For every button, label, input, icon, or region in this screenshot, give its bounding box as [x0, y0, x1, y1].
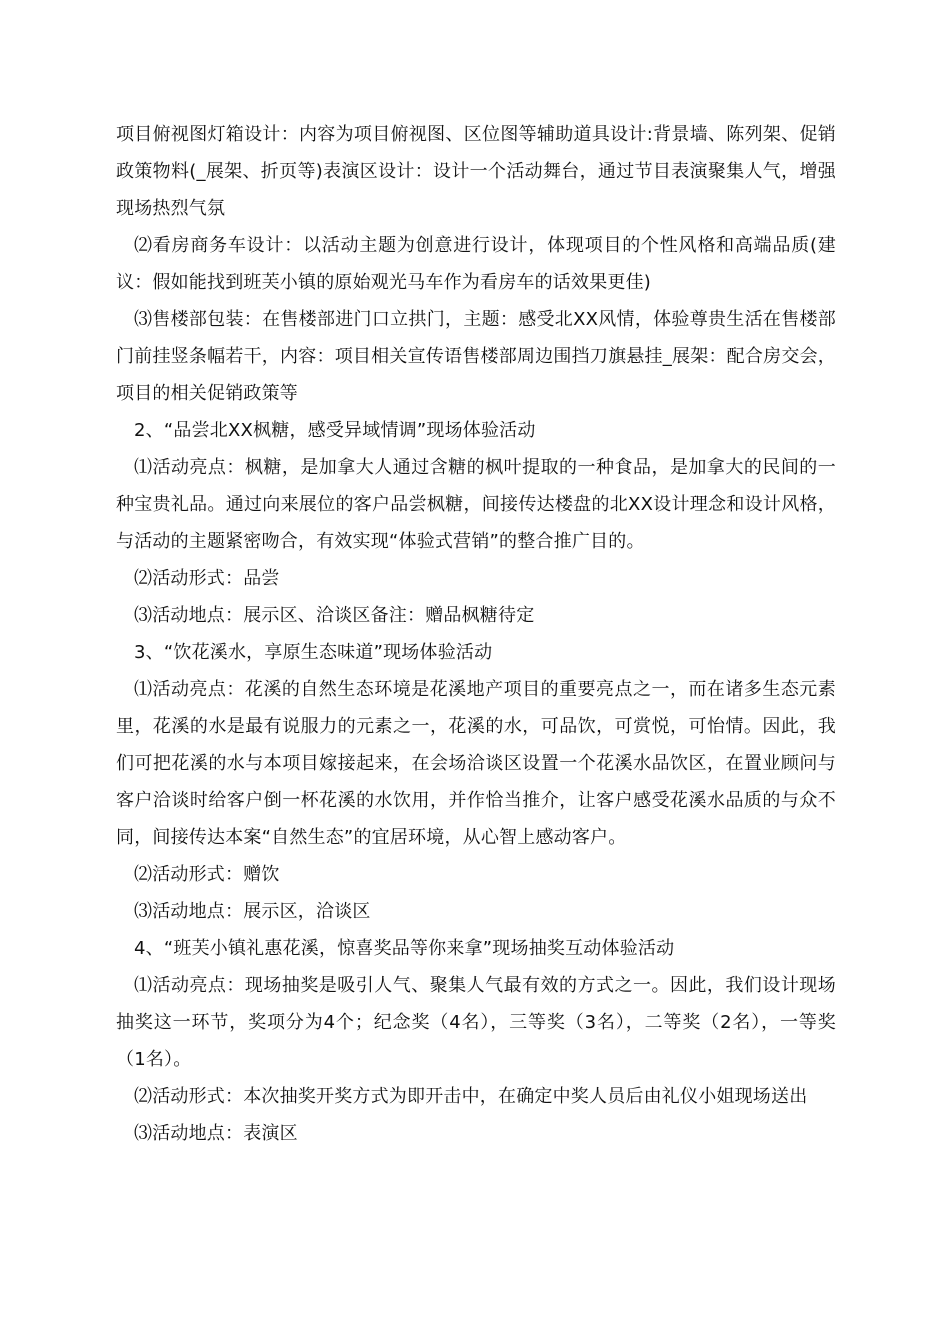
- section-heading-lottery: 4、“班芙小镇礼惠花溪，惊喜奖品等你来拿”现场抽奖互动体验活动: [134, 938, 675, 959]
- paragraph-lottery-form: ⑵活动形式：本次抽奖开奖方式为即开击中，在确定中奖人员后由礼仪小姐现场送出: [134, 1086, 808, 1107]
- section-heading-huaxi-water: 3、“饮花溪水，享原生态味道”现场体验活动: [134, 642, 493, 663]
- paragraph-maple-location: ⑶活动地点：展示区、洽谈区备注：赠品枫糖待定: [134, 605, 535, 626]
- paragraph-shuttle-car-design: ⑵看房商务车设计：以活动主题为创意进行设计，体现项目的个性风格和高端品质(建议：假如能找到班芙小镇的原始观光马车作为看房车的话效果更佳): [116, 235, 836, 293]
- paragraph-maple-form: ⑵活动形式：品尝: [134, 568, 280, 589]
- paragraph-lightbox-design: 项目俯视图灯箱设计：内容为项目俯视图、区位图等辅助道具设计:背景墙、陈列架、促销政策物料(_展架、折页等)表演区设计：设计一个活动舞台，通过节目表演聚集人气，增强现场热烈气氛: [116, 124, 836, 219]
- paragraph-lottery-highlight: ⑴活动亮点：现场抽奖是吸引人气、聚集人气最有效的方式之一。因此，我们设计现场抽奖这一环节，奖项分为4个；纪念奖（4名），三等奖（3名），二等奖（2名），一等奖（1名）。: [116, 975, 836, 1070]
- document-body: [116, 116, 836, 1152]
- paragraph-lottery-location: ⑶活动地点：表演区: [134, 1123, 298, 1144]
- paragraph-water-highlight: ⑴活动亮点：花溪的自然生态环境是花溪地产项目的重要亮点之一，而在诸多生态元素里，花溪的水是最有说服力的元素之一，花溪的水，可品饮，可赏悦，可怡情。因此，我们可把花溪的水与本项目嫁接起来，在会场洽谈区设置一个花溪水品饮区，在置业顾问与客户洽谈时给客户倒一杯花溪的水饮用，并作恰当推介，让客户感受花溪水品质的与众不同，间接传达本案“自然生态”的宜居环境，从心智上感动客户。: [116, 679, 836, 848]
- paragraph-water-location: ⑶活动地点：展示区，洽谈区: [134, 901, 371, 922]
- section-heading-maple-sugar: 2、“品尝北XX枫糖，感受异域情调”现场体验活动: [134, 420, 536, 441]
- paragraph-water-form: ⑵活动形式：赠饮: [134, 864, 280, 885]
- paragraph-sales-office-packaging: ⑶售楼部包装：在售楼部进门口立拱门，主题：感受北XX风情，体验尊贵生活在售楼部门前挂竖条幅若干，内容：项目相关宣传语售楼部周边围挡刀旗悬挂_展架：配合房交会，项目的相关促销政策等: [116, 309, 836, 404]
- paragraph-maple-highlight: ⑴活动亮点：枫糖，是加拿大人通过含糖的枫叶提取的一种食品，是加拿大的民间的一种宝贵礼品。通过向来展位的客户品尝枫糖，间接传达楼盘的北XX设计理念和设计风格，与活动的主题紧密吻合，有效实现“体验式营销”的整合推广目的。: [116, 457, 836, 552]
